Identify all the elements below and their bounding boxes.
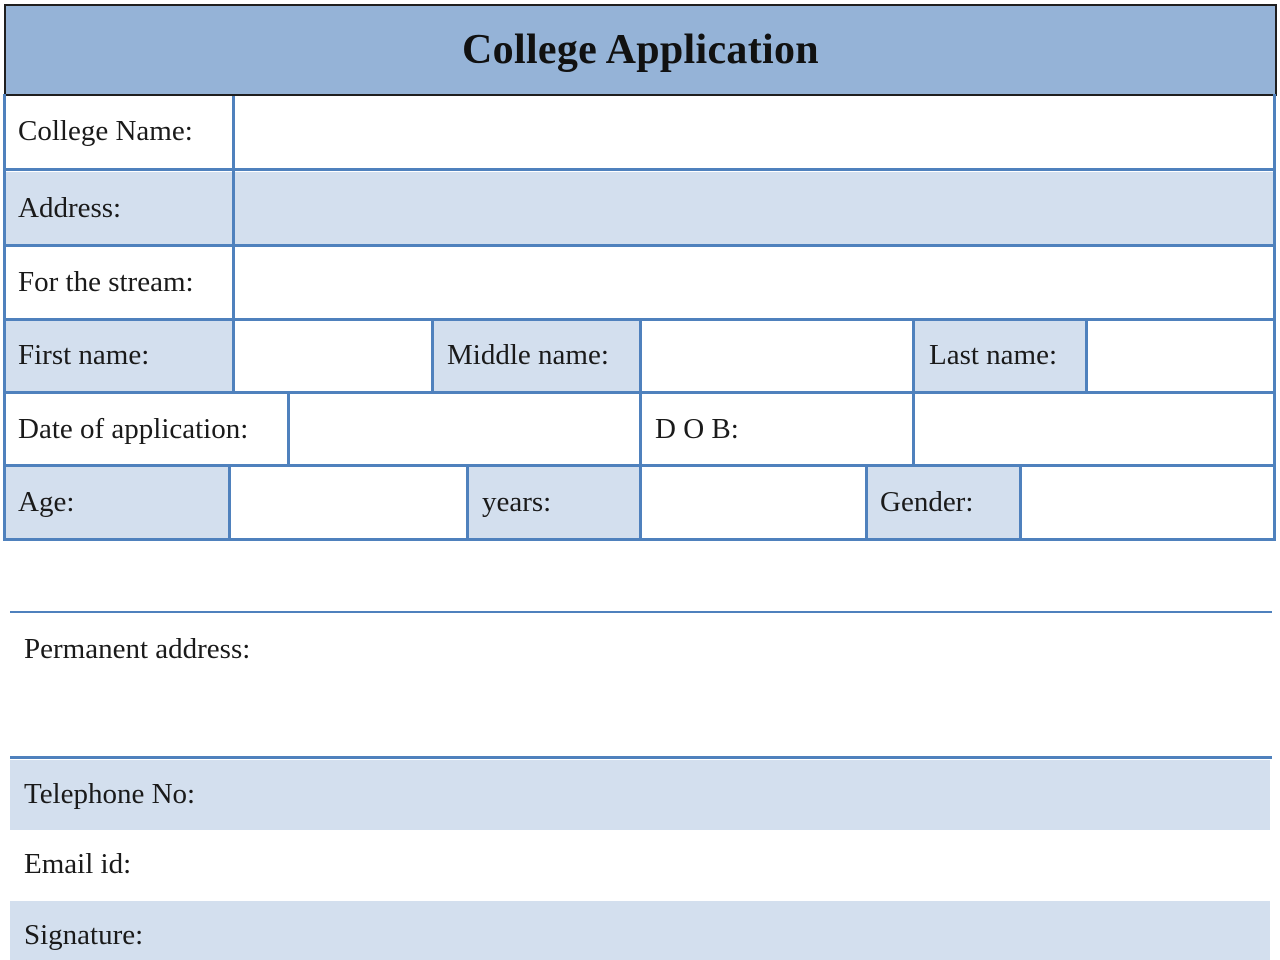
middle-name-label: Middle name: bbox=[447, 339, 609, 371]
years-label: years: bbox=[482, 486, 552, 518]
grid-divider bbox=[1019, 466, 1022, 540]
grid-line bbox=[4, 244, 1276, 247]
stream-field[interactable] bbox=[244, 249, 1270, 315]
email-label: Email id: bbox=[24, 848, 132, 880]
permanent-address-label: Permanent address: bbox=[24, 633, 251, 665]
date-of-application-label: Date of application: bbox=[18, 413, 249, 445]
telephone-field[interactable] bbox=[230, 764, 1266, 826]
age-label: Age: bbox=[18, 486, 75, 518]
grid-divider bbox=[1085, 320, 1088, 392]
permanent-address-field[interactable] bbox=[300, 618, 1268, 752]
permanent-address-bottom-line bbox=[10, 756, 1272, 759]
telephone-label: Telephone No: bbox=[24, 778, 196, 810]
grid-divider bbox=[466, 466, 469, 540]
grid-divider bbox=[287, 393, 290, 466]
email-field[interactable] bbox=[160, 834, 1266, 896]
form-title: College Application bbox=[462, 27, 819, 73]
grid-divider bbox=[228, 466, 231, 540]
grid-divider bbox=[232, 320, 235, 392]
college-name-field[interactable] bbox=[244, 100, 1270, 166]
grid-divider bbox=[431, 320, 434, 392]
years-field[interactable] bbox=[645, 469, 862, 536]
label-column-divider bbox=[232, 96, 235, 320]
age-field[interactable] bbox=[234, 469, 463, 536]
date-of-application-field[interactable] bbox=[293, 396, 636, 462]
address-field[interactable] bbox=[244, 175, 1270, 241]
dob-label: D O B: bbox=[655, 413, 739, 445]
last-name-field[interactable] bbox=[1091, 323, 1271, 389]
signature-label: Signature: bbox=[24, 919, 144, 951]
gender-field[interactable] bbox=[1025, 469, 1270, 536]
middle-name-field[interactable] bbox=[645, 323, 909, 389]
address-label: Address: bbox=[18, 192, 122, 224]
last-name-label: Last name: bbox=[929, 339, 1058, 371]
signature-field[interactable] bbox=[175, 905, 1266, 957]
grid-line bbox=[4, 168, 1276, 171]
dob-field[interactable] bbox=[918, 396, 1270, 462]
first-name-field[interactable] bbox=[238, 323, 428, 389]
first-name-label: First name: bbox=[18, 339, 150, 371]
grid-divider bbox=[865, 466, 868, 540]
grid-divider bbox=[639, 320, 642, 540]
permanent-address-top-line bbox=[10, 611, 1272, 613]
college-name-label: College Name: bbox=[18, 115, 193, 147]
form-title-bar bbox=[4, 4, 1277, 96]
grid-divider bbox=[912, 320, 915, 466]
gender-label: Gender: bbox=[880, 486, 974, 518]
stream-label: For the stream: bbox=[18, 266, 194, 298]
